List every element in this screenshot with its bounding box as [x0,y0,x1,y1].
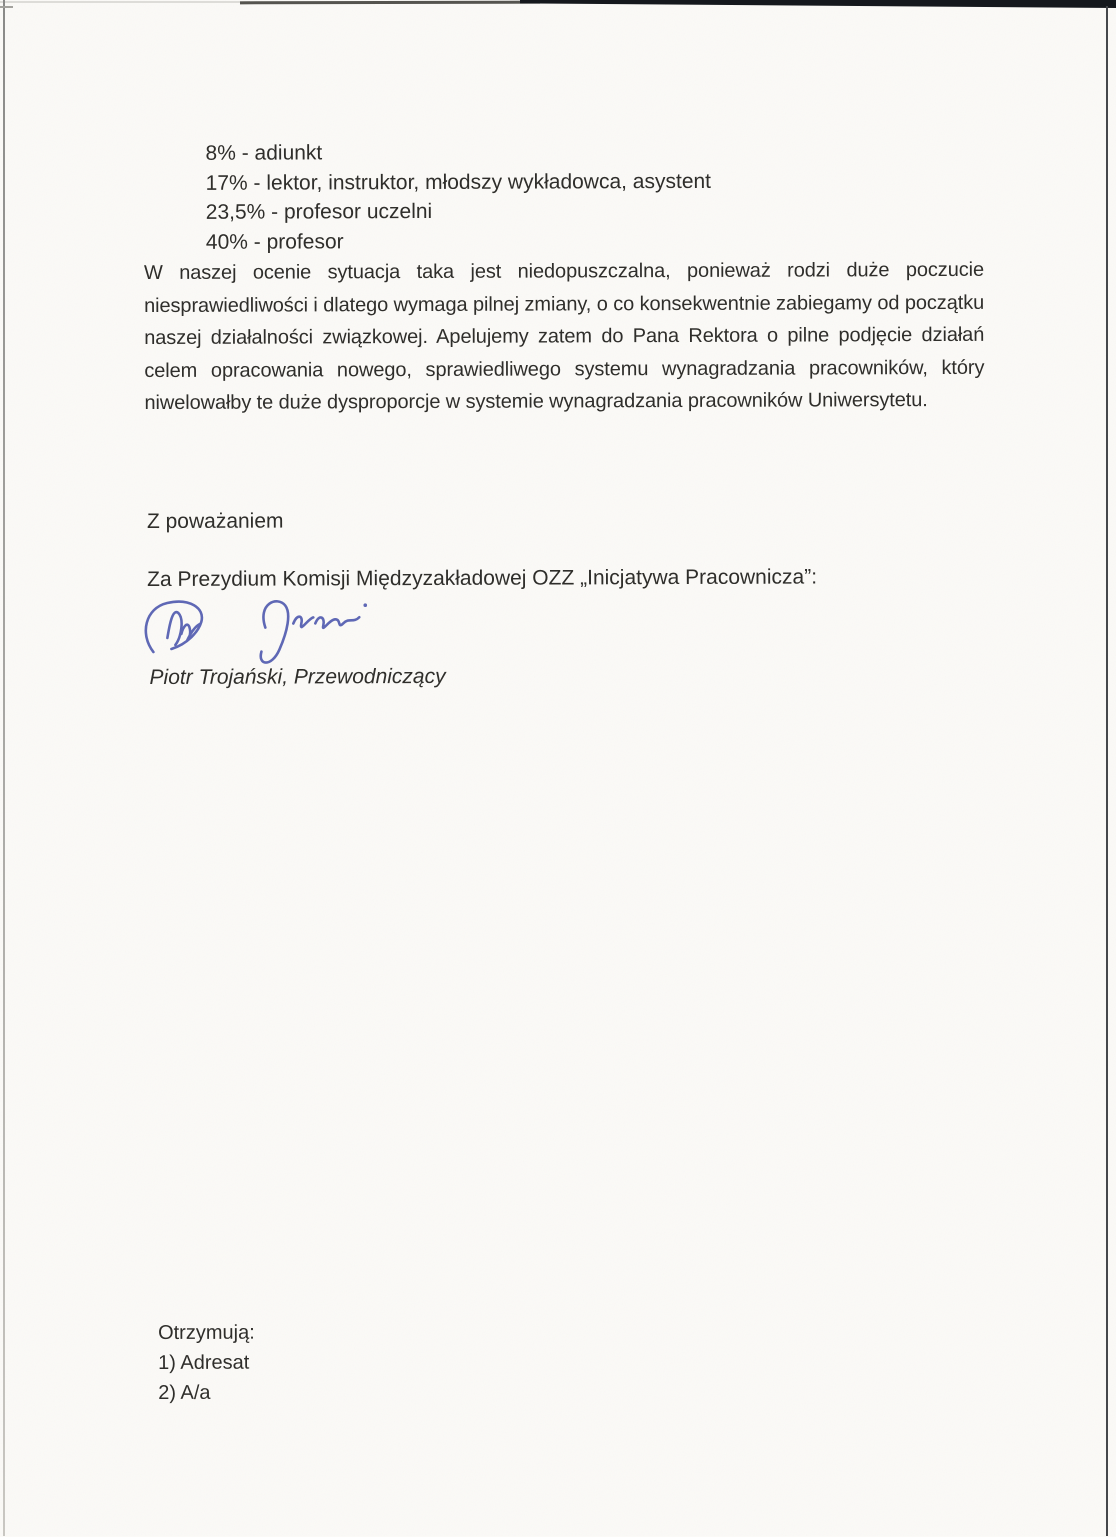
list-item: 17% - lektor, instruktor, młodszy wykładowca, asystent [205,169,712,195]
distribution-heading: Otrzymują: [158,1321,255,1345]
handwritten-signature [137,593,457,672]
list-item: 8% - adiunkt [205,141,323,165]
body-paragraph: W naszej ocenie sytuacja taka jest niedopuszczalna, ponieważ rodzi duże poczucie niesprawiedliwości i dlatego wymaga pilnej zmiany, o co konsekwentnie zabiegamy od początku naszej działalności związkowej. Apelujemy zatem do Pana Rektora o pilne podjęcie działań celem opracowania nowego, sprawiedliwego systemu wynagradzania pracowników, który niwelowałby te duże dysproporcje w systemie wynagradzania pracowników Uniwersytetu. [143,258,985,415]
distribution-item: 2) A/a [158,1381,211,1405]
salary-percentage-list [205,137,711,257]
signer-name: Piotr Trojański, Przewodniczący [149,664,446,690]
list-item: 40% - profesor [205,229,344,254]
list-item: 23,5% - profesor uczelni [205,199,433,224]
signature-intro-line: Za Prezydium Komisji Międzyzakładowej OZZ „Inicjatywa Pracownicza”: [147,565,818,592]
valediction: Z poważaniem [146,509,284,534]
distribution-list [158,1318,255,1408]
distribution-item: 1) Adresat [158,1351,250,1375]
